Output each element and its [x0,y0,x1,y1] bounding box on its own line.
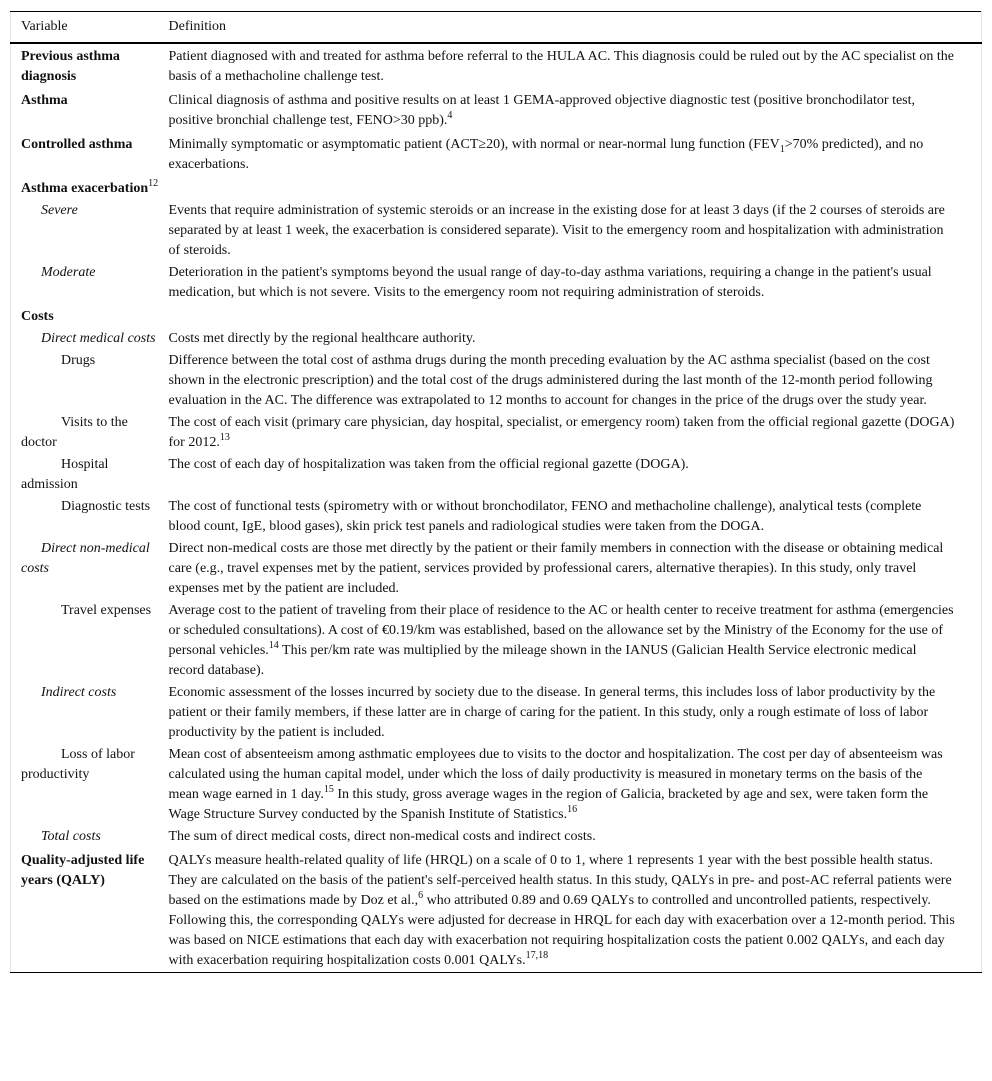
visits-reference: 13 [219,432,230,443]
row-definition-total-costs: The sum of direct medical costs, direct non-medical costs and indirect costs. [168,829,596,844]
qaly-reference-b: 17,18 [525,950,549,961]
row-definition-indirect-costs: Economic assessment of the losses incurred by society due to the disease. In general terms, this includes loss of labor productivity by the patient or their family members, if these latter are in charge of caring for the patient. In this study, only a rough estimate of loss of labor productivity by the patient is included. [168,685,936,740]
row-definition-qaly [159,848,982,973]
row-label-direct-medical-costs: Direct medical costs [41,331,156,346]
table-row [11,682,982,744]
table-row [11,350,982,412]
qaly-text-b: who attributed 0.89 and 0.69 QALYs to controlled and uncontrolled patients, respectively. Following this, the corresponding QALYs were adjusted for decrease in HRQL for each day with exacerbation over a 12-month period. This was based on NICE estimations that each day with exacerbation not requiring hospitalization costs the patient 0.002 QALYs, and each day with exacerbation requiring hospitalization costs 0.001 QALYs. [168,893,955,968]
table-row [11,744,982,826]
visits-definition-text: The cost of each visit (primary care physician, day hospital, specialist, or emergency room) taken from the official regional gazette (DOGA) for 2012. [168,415,955,450]
qaly-reference-a: 6 [418,890,424,901]
definitions-table [10,11,982,973]
row-label-hospital-admission: Hospital admission [21,457,109,492]
table-row [11,200,982,262]
row-label-severe: Severe [41,203,78,218]
row-label-direct-non-medical-costs: Direct non-medical costs [21,541,150,576]
row-definition-direct-medical-costs: Costs met directly by the regional healthcare authority. [168,331,476,346]
row-label-travel-expenses: Travel expenses [61,603,152,618]
travel-reference: 14 [268,640,279,651]
table-row [11,538,982,600]
row-definition-moderate: Deterioration in the patient's symptoms beyond the usual range of day-to-day asthma variations, requiring a change in the patient's usual medication, but which is not severe. Visits to the emergency room not requiring administration of steroids. [168,265,932,300]
fev-subscript: 1 [779,144,785,155]
row-definition-severe: Events that require administration of systemic steroids or an increase in the existing dose for at least 3 days (if the 2 courses of steroids are separated by at least 1 week, the exacerbation is considered separate). Visit to the emergency room and hospitalization with administration of steroids. [168,203,945,258]
row-definition-visits-to-doctor [159,412,982,454]
header-variable: Variable [11,12,159,44]
row-label-costs: Costs [21,309,54,324]
table-row [11,328,982,350]
travel-text-a: Average cost to the patient of traveling from their place of residence to the AC or health center to receive treatment for asthma (emergencies or scheduled consultations). A cost of €0.19/km was established, based on the allowance set by the Ministry of the Economy for the use of personal vehicles. [168,603,954,658]
controlled-asthma-text-a: Minimally symptomatic or asymptomatic patient (ACT≥20), with normal or near-normal lung function (FEV [168,137,780,152]
table-header-row [11,12,982,44]
asthma-definition-text: Clinical diagnosis of asthma and positive results on at least 1 GEMA-approved objective diagnostic test (positive bronchodilator test, positive bronchial challenge test, FENO>30 ppb). [168,93,916,128]
row-definition-asthma [159,88,982,132]
table-row [11,412,982,454]
row-definition-controlled-asthma [159,132,982,176]
loss-reference-b: 16 [567,804,578,815]
table-row [11,88,982,132]
qaly-text-a: QALYs measure health-related quality of life (HRQL) on a scale of 0 to 1, where 1 represents 1 year with the best possible health status. They are calculated on the basis of the patient's self-perceived health status. In this study, QALYs in pre- and post-AC referral patients were based on the estimations made by Doz et al., [168,853,952,908]
row-definition-diagnostic-tests: The cost of functional tests (spirometry with or without bronchodilator, FENO and methacholine challenge), analytical tests (complete blood count, IgE, blood gases), skin prick test panels and radiological studies were taken from the DOGA. [168,499,922,534]
row-definition-drugs: Difference between the total cost of asthma drugs during the month preceding evaluation by the AC asthma specialist (based on the cost shown in the electronic prescription) and the total cost of the drugs administered during the last month of the 12-month period following evaluation in the AC. The difference was extrapolated to 12 months to account for changes in the price of the drugs over the study year. [168,353,933,408]
row-label-previous-asthma-diagnosis: Previous asthma diagnosis [21,49,120,84]
row-definition-loss-of-labor-productivity [159,744,982,826]
table-row [11,600,982,682]
row-definition-travel-expenses [159,600,982,682]
row-definition-direct-non-medical-costs: Direct non-medical costs are those met directly by the patient or their family members in connection with the disease or obtaining medical care (e.g., travel expenses met by the patient, services provided by professional carers, alternative therapies). In this study, only travel expenses met by the patient are included. [168,541,944,596]
table-row [11,496,982,538]
table-row [11,826,982,848]
table-row [11,304,982,328]
loss-reference-a: 15 [323,784,334,795]
row-label-asthma: Asthma [21,93,68,108]
table-row [11,43,982,88]
table-row [11,848,982,973]
table-row [11,176,982,200]
loss-text-b: In this study, gross average wages in the region of Galicia, bracketed by age and sex, were taken form the Wage Structure Survey conducted by the Spanish Institute of Statistics. [168,787,929,822]
row-label-indirect-costs: Indirect costs [41,685,117,700]
row-label-loss-of-labor-productivity: Loss of labor productivity [21,747,135,782]
row-definition-hospital-admission: The cost of each day of hospitalization was taken from the official regional gazette (DOGA). [168,457,689,472]
table-row [11,454,982,496]
travel-text-b: This per/km rate was multiplied by the mileage shown in the IANUS (Galician Health Service electronic medical record database). [168,643,917,678]
row-label-asthma-exacerbation [11,176,982,200]
row-label-controlled-asthma: Controlled asthma [21,137,133,152]
row-definition-previous-asthma-diagnosis: Patient diagnosed with and treated for asthma before referral to the HULA AC. This diagnosis could be ruled out by the AC specialist on the basis of a methacholine challenge test. [168,49,955,84]
table-row [11,262,982,304]
row-label-drugs: Drugs [61,353,96,368]
row-label-diagnostic-tests: Diagnostic tests [61,499,151,514]
row-label-moderate: Moderate [41,265,96,280]
loss-text-a: Mean cost of absenteeism among asthmatic employees due to visits to the doctor and hospitalization. The cost per day of absenteeism was calculated using the human capital model, under which the loss of daily productivity is measured in monetary terms on the basis of the mean wage earned in 1 day. [168,747,943,802]
table-row [11,132,982,176]
row-label-visits-to-doctor: Visits to the doctor [21,415,128,450]
controlled-asthma-text-b: >70% predicted), and no exacerbations. [168,137,924,172]
row-label-total-costs: Total costs [41,829,101,844]
row-label-qaly: Quality-adjusted life years (QALY) [21,853,145,888]
asthma-reference: 4 [447,110,453,121]
asthma-exacerbation-reference: 12 [148,178,159,189]
header-definition: Definition [159,12,982,44]
asthma-exacerbation-text: Asthma exacerbation [21,181,149,196]
